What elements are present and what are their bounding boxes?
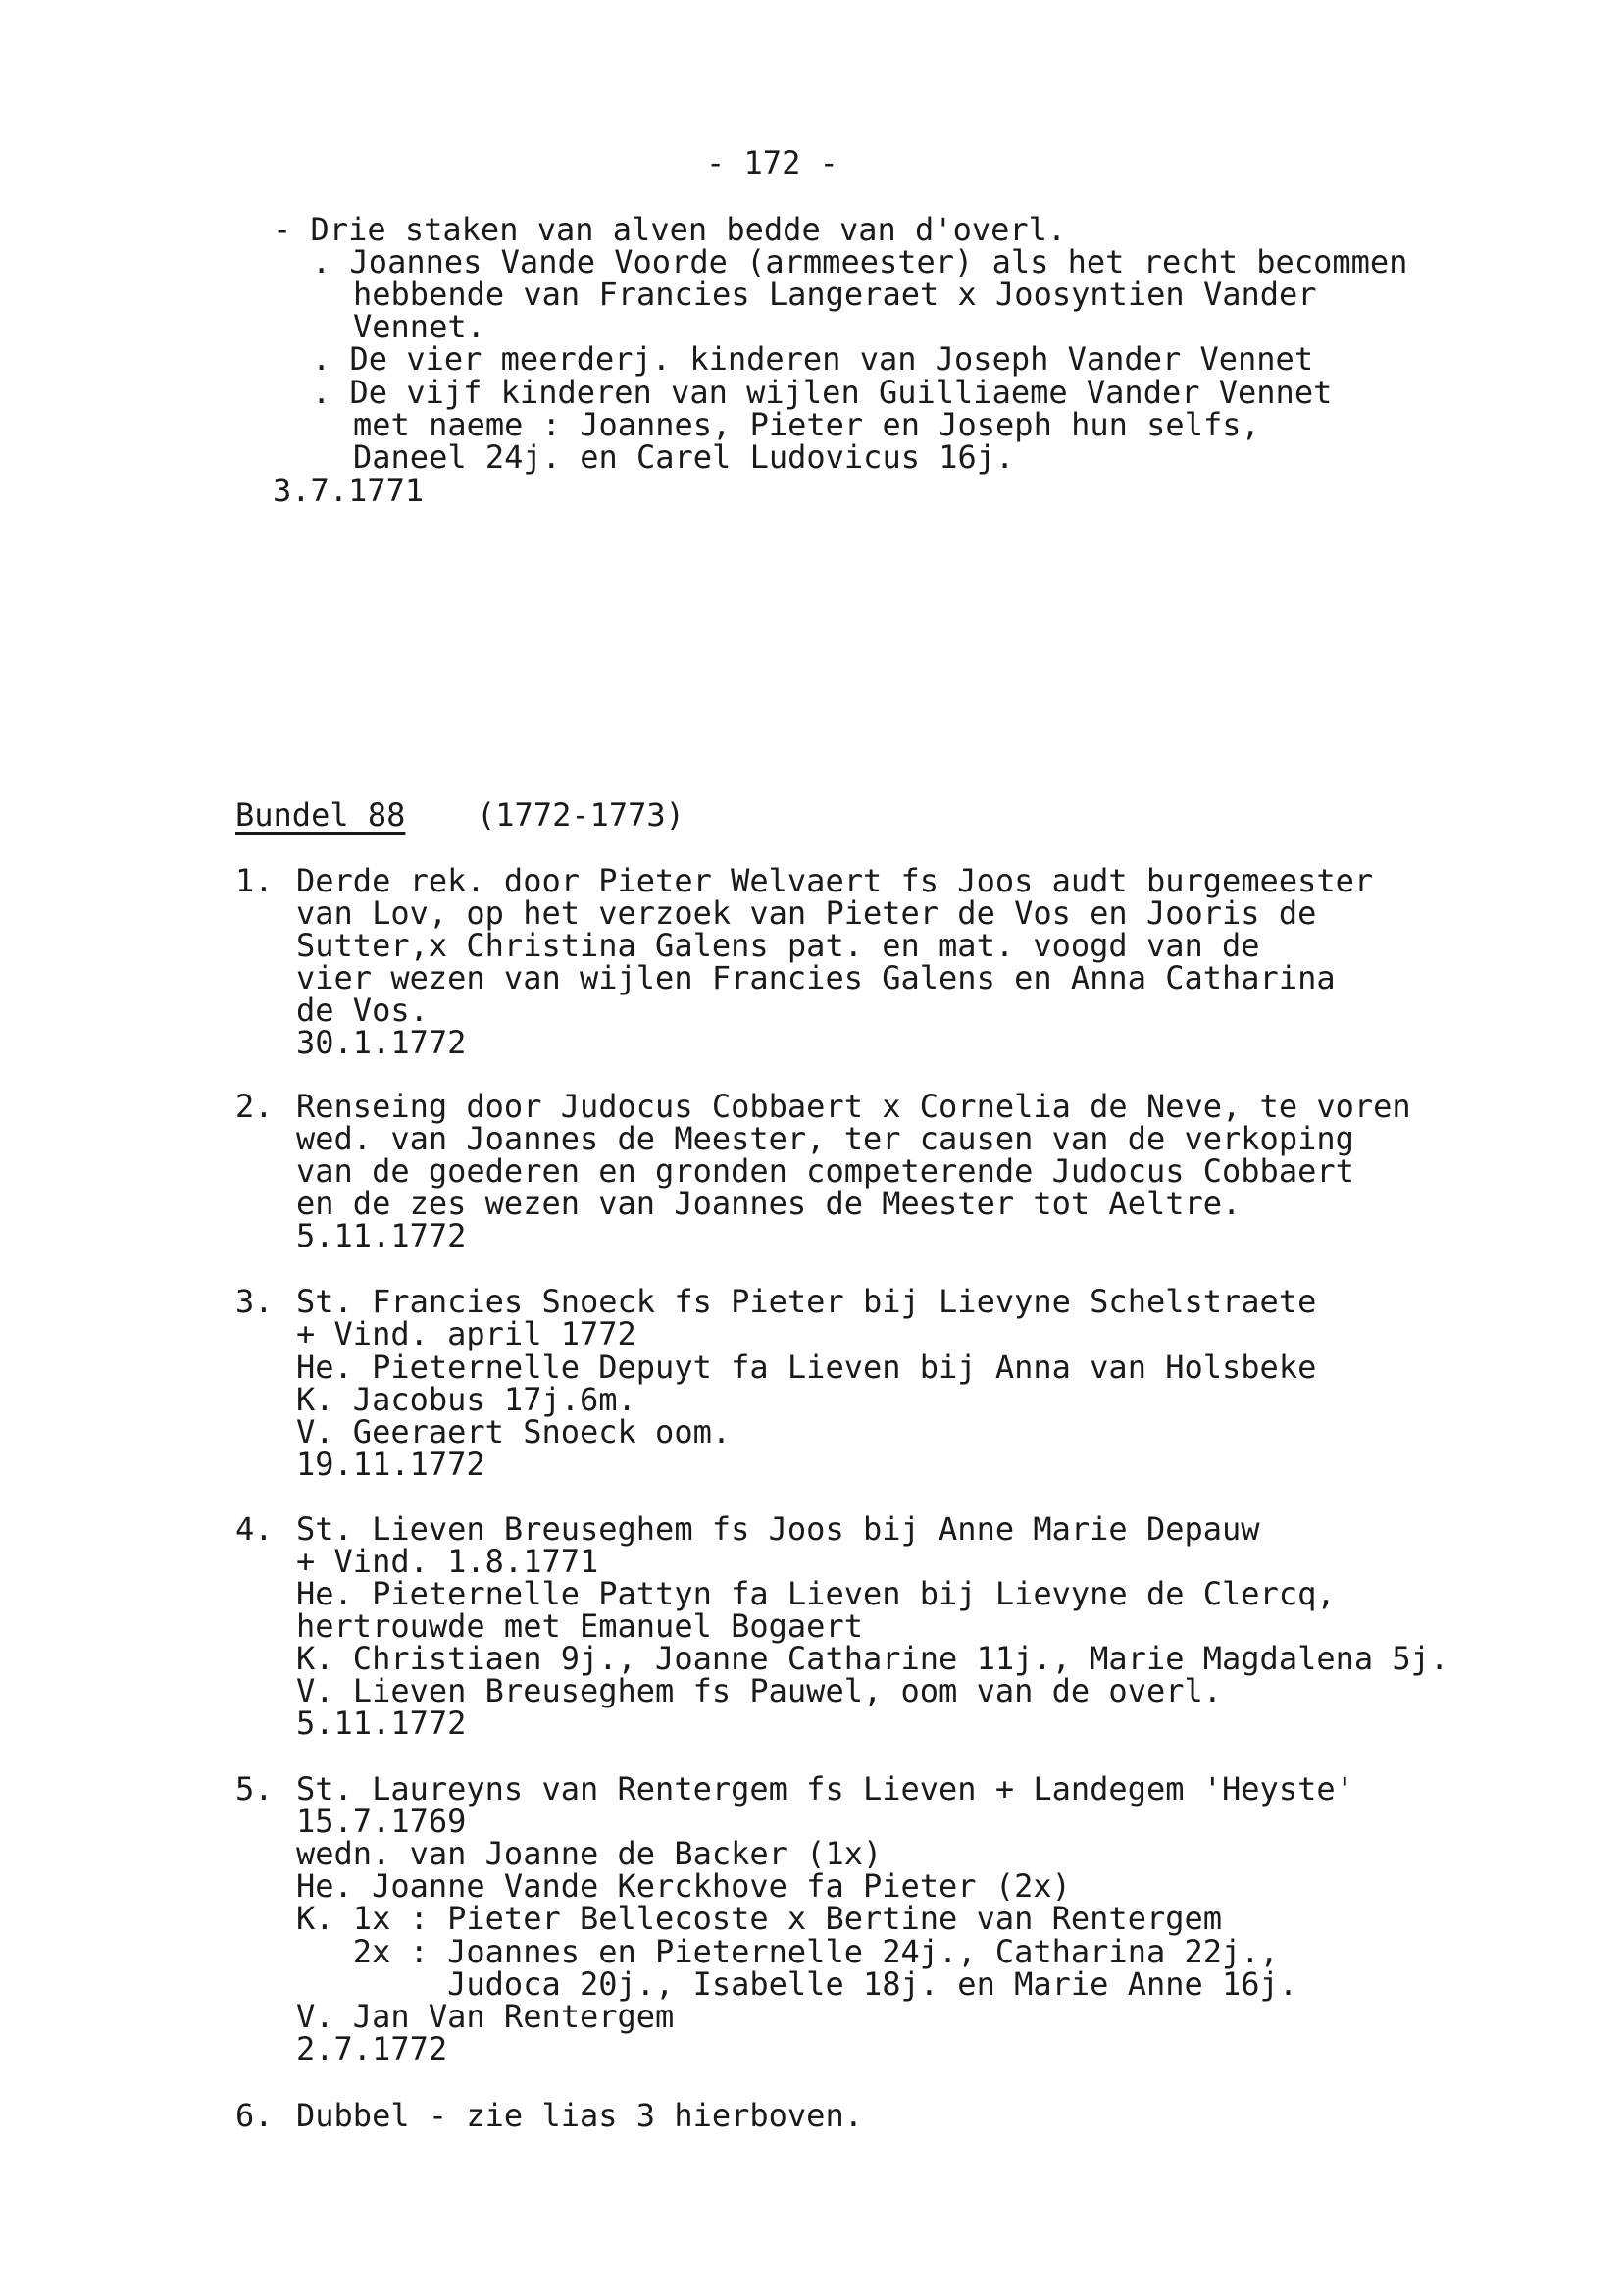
entry-line: + Vind. 1.8.1771 <box>296 1543 599 1580</box>
entry-line: en de zes wezen van Joannes de Meester tot Aeltre. <box>296 1185 1242 1222</box>
entry-line: V. Lieven Breuseghem fs Pauwel, oom van de overl. <box>296 1672 1223 1709</box>
entry-number: 5. <box>235 1770 274 1807</box>
entry-line: Dubbel - zie lias 3 hierboven. <box>296 2097 863 2134</box>
bundel-label: Bundel 88 <box>235 796 406 834</box>
entry-line: K. Jacobus 17j.6m. <box>296 1381 636 1418</box>
bundel-years: (1772-1773) <box>477 796 685 834</box>
entry-line: Judoca 20j., Isabelle 18j. en Marie Anne 16j. <box>296 1965 1298 2003</box>
entry-number: 6. <box>235 2097 274 2134</box>
entry-line: St. Francies Snoeck fs Pieter bij Lievyne Schelstraete <box>296 1283 1317 1320</box>
entry-line: He. Joanne Vande Kerckhove fa Pieter (2x) <box>296 1867 1071 1905</box>
intro-line-4: Vennet. <box>353 308 485 345</box>
entry-date: 30.1.1772 <box>296 1024 467 1061</box>
entry-date: 2.7.1772 <box>296 2030 448 2067</box>
entry-line: V. Geeraert Snoeck oom. <box>296 1413 732 1451</box>
intro-date: 3.7.1771 <box>273 472 425 509</box>
entry-date: 5.11.1772 <box>296 1217 467 1254</box>
entry-number: 1. <box>235 862 274 899</box>
entry-line: Sutter,x Christina Galens pat. en mat. voogd van de <box>296 927 1260 964</box>
entry-line: St. Laureyns van Rentergem fs Lieven + Landegem 'Heyste' <box>296 1770 1354 1807</box>
entry-line: wedn. van Joanne de Backer (1x) <box>296 1835 883 1872</box>
entry-line: K. 1x : Pieter Bellecoste x Bertine van Rentergem <box>296 1900 1223 1937</box>
entry-date: 5.11.1772 <box>296 1705 467 1742</box>
intro-line-1: - Drie staken van alven bedde van d'overl. <box>273 211 1067 248</box>
entry-line: wed. van Joannes de Meester, ter causen van de verkoping <box>296 1120 1354 1157</box>
entry-line: vier wezen van wijlen Francies Galens en Anna Catharina <box>296 959 1336 996</box>
intro-line-2: . Joannes Vande Voorde (armmeester) als het recht becommen <box>312 243 1408 280</box>
entry-line: He. Pieternelle Depuyt fa Lieven bij Anna van Holsbeke <box>296 1349 1317 1386</box>
entry-number: 4. <box>235 1510 274 1548</box>
entry-date: 19.11.1772 <box>296 1446 485 1483</box>
entry-number: 3. <box>235 1283 274 1320</box>
entry-line: 15.7.1769 <box>296 1803 467 1840</box>
entry-line: hertrouwde met Emanuel Bogaert <box>296 1607 863 1645</box>
intro-line-8: Daneel 24j. en Carel Ludovicus 16j. <box>353 438 1015 476</box>
entry-line: St. Lieven Breuseghem fs Joos bij Anne Marie Depauw <box>296 1510 1260 1548</box>
entry-line: He. Pieternelle Pattyn fa Lieven bij Lievyne de Clercq, <box>296 1575 1336 1612</box>
entry-line: Renseing door Judocus Cobbaert x Cornelia de Neve, te voren <box>296 1088 1411 1125</box>
entry-line: van Lov, op het verzoek van Pieter de Vos en Jooris de <box>296 894 1317 932</box>
entry-line: K. Christiaen 9j., Joanne Catharine 11j., Marie Magdalena 5j. <box>296 1640 1449 1677</box>
intro-line-7: met naeme : Joannes, Pieter en Joseph hun selfs, <box>353 406 1260 443</box>
entry-number: 2. <box>235 1088 274 1125</box>
page-number: - 172 - <box>706 144 838 181</box>
intro-line-3: hebbende van Francies Langeraet x Joosyntien Vander <box>353 276 1317 313</box>
entry-line: van de goederen en gronden competerende Judocus Cobbaert <box>296 1152 1354 1190</box>
intro-line-6: . De vijf kinderen van wijlen Guilliaeme Vander Vennet <box>312 374 1333 411</box>
intro-line-5: . De vier meerderj. kinderen van Joseph Vander Vennet <box>312 340 1314 378</box>
entry-line: de Vos. <box>296 992 429 1029</box>
entry-line: 2x : Joannes en Pieternelle 24j., Catharina 22j., <box>296 1933 1279 1970</box>
entry-line: V. Jan Van Rentergem <box>296 1998 675 2035</box>
entry-line: + Vind. april 1772 <box>296 1315 636 1352</box>
entry-line: Derde rek. door Pieter Welvaert fs Joos audt burgemeester <box>296 862 1374 899</box>
